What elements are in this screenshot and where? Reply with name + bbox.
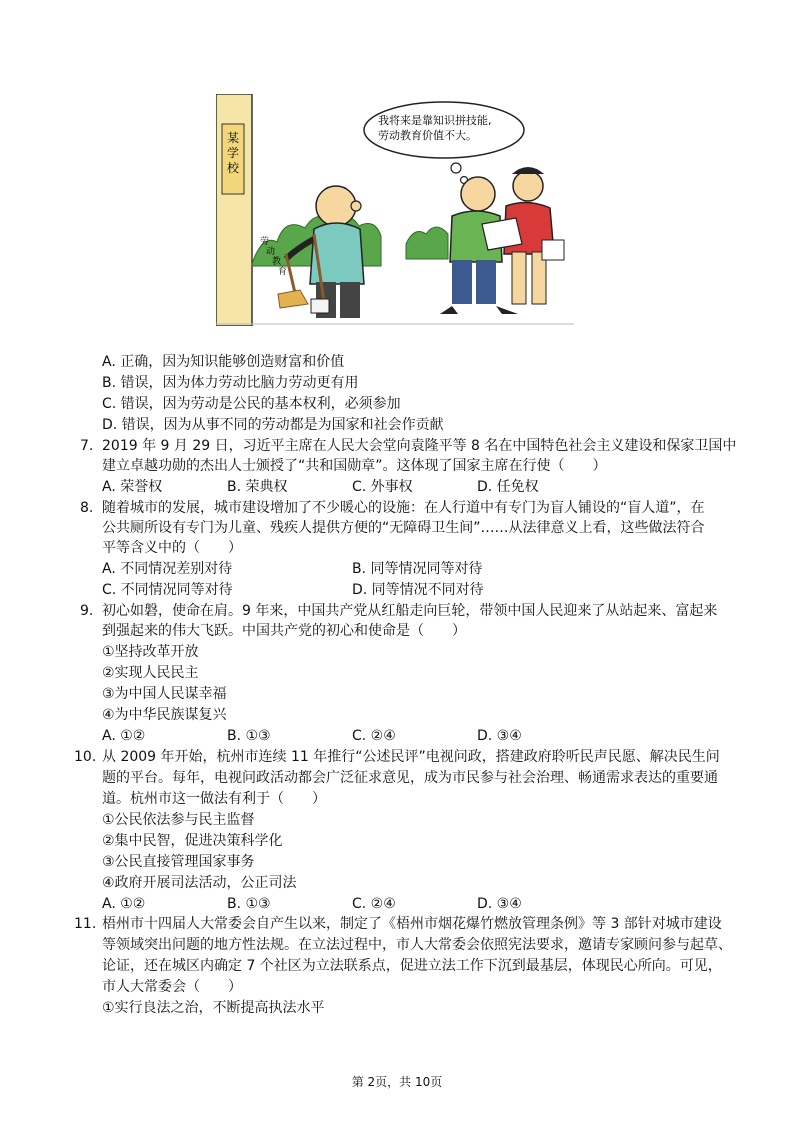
q8-stem-line-3: 平等含义中的（ ）: [102, 540, 242, 556]
school-sign-char-3: 校: [226, 161, 240, 175]
page-footer: 第 2页，共 10页: [351, 1075, 443, 1089]
broom-label-char-3: 教: [272, 257, 282, 267]
cartoon-illustration: [216, 94, 574, 326]
q10-option-d[interactable]: D. ③④: [477, 896, 522, 912]
q6-option-c[interactable]: C. 错误，因为劳动是公民的基本权利，必须参加: [102, 396, 401, 412]
q6-option-d[interactable]: D. 错误，因为从事不同的劳动都是为国家和社会作贡献: [102, 417, 444, 433]
q8-option-d[interactable]: D. 同等情况不同对待: [352, 582, 484, 598]
q7-option-b[interactable]: B. 荣典权: [227, 479, 288, 495]
school-sign-char-1: 某: [226, 131, 240, 145]
q8-option-b[interactable]: B. 同等情况同等对待: [352, 561, 483, 577]
q7-option-d[interactable]: D. 任免权: [477, 479, 539, 495]
q9-option-a[interactable]: A. ①②: [102, 728, 146, 744]
q10-stem-line-2: 题的平台。每年，电视问政活动都会广泛征求意见，成为市民参与社会治理、畅通需求表达的重要通: [102, 770, 718, 786]
q8-number: 8.: [80, 500, 94, 516]
q9-number: 9.: [80, 603, 94, 619]
q10-item-1: ①公民依法参与民主监督: [102, 812, 255, 828]
broom-label-char-2: 动: [266, 247, 276, 257]
q6-option-a[interactable]: A. 正确，因为知识能够创造财富和价值: [102, 354, 345, 370]
q11-item-1: ①实行良法之治，不断提高执法水平: [102, 1000, 325, 1016]
q9-item-2: ②实现人民民主: [102, 665, 199, 681]
q9-item-1: ①坚持改革开放: [102, 644, 199, 660]
q10-item-2: ②集中民智，促进决策科学化: [102, 833, 283, 849]
q8-stem-line-2: 公共厕所设有专门为儿童、残疾人提供方便的“无障碍卫生间”……从法律意义上看，这些做法符合: [102, 520, 705, 536]
speech-line-2: 劳动教育价值不大。: [378, 129, 477, 142]
school-sign-char-2: 学: [226, 146, 240, 160]
q10-option-a[interactable]: A. ①②: [102, 896, 146, 912]
q11-stem-line-4: 市人大常委会（ ）: [102, 979, 242, 995]
q7-stem-line-1: 2019 年 9 月 29 日，习近平主席在人民大会堂向袁隆平等 8 名在中国特色社会主义建设和保家卫国中: [102, 438, 737, 454]
school-sign-text: [227, 131, 240, 175]
q11-stem-line-2: 等领域突出问题的地方性法规。在立法过程中，市人大常委会依照宪法要求，邀请专家顾问参与起草、: [102, 937, 732, 953]
q7-stem-line-2: 建立卓越功勋的杰出人士颁授了“共和国勋章”。这体现了国家主席在行使（ ）: [102, 458, 607, 474]
q8-stem-line-1: 随着城市的发展，城市建设增加了不少暖心的设施：在人行道中有专门为盲人铺设的“盲人道”，在: [102, 500, 705, 516]
q10-item-3: ③公民直接管理国家事务: [102, 854, 255, 870]
q10-stem-line-1: 从 2009 年开始，杭州市连续 11 年推行“公述民评”电视问政，搭建政府聆听民声民愿、解决民生问: [102, 749, 720, 765]
q10-option-b[interactable]: B. ①③: [227, 896, 271, 912]
speech-bubble: [364, 102, 524, 184]
q11-number: 11.: [74, 916, 97, 932]
q9-option-b[interactable]: B. ①③: [227, 728, 271, 744]
q10-number: 10.: [74, 749, 97, 765]
q7-option-c[interactable]: C. 外事权: [352, 479, 413, 495]
q9-stem-line-2: 到强起来的伟大飞跃。中国共产党的初心和使命是（ ）: [102, 623, 466, 639]
q8-option-a[interactable]: A. 不同情况差别对待: [102, 561, 233, 577]
broom-label-char-1: 劳: [260, 237, 270, 247]
q7-option-a[interactable]: A. 荣誉权: [102, 479, 163, 495]
speech-line-1: 我将来是靠知识拼技能,: [378, 114, 492, 127]
q9-option-c[interactable]: C. ②④: [352, 728, 396, 744]
q11-stem-line-1: 梧州市十四届人大常委会自产生以来，制定了《梧州市烟花爆竹燃放管理条例》等 3 部针对城市建设: [102, 916, 722, 932]
q9-item-4: ④为中华民族谋复兴: [102, 707, 227, 723]
q7-number: 7.: [80, 438, 94, 454]
q8-option-c[interactable]: C. 不同情况同等对待: [102, 582, 233, 598]
q10-stem-line-3: 道。杭州市这一做法有利于（ ）: [102, 791, 326, 807]
q9-stem-line-1: 初心如磐，使命在肩。9 年来，中国共产党从红船走向巨轮，带领中国人民迎来了从站起来、富起来: [102, 603, 718, 619]
q6-option-b[interactable]: B. 错误，因为体力劳动比脑力劳动更有用: [102, 375, 359, 391]
q10-item-4: ④政府开展司法活动，公正司法: [102, 875, 297, 891]
q11-stem-line-3: 论证，还在城区内确定 7 个社区为立法联系点，促进立法工作下沉到最基层，体现民心所向。可见，: [102, 958, 722, 974]
q10-option-c[interactable]: C. ②④: [352, 896, 396, 912]
broom-label-char-4: 育: [278, 267, 288, 277]
q9-item-3: ③为中国人民谋幸福: [102, 686, 227, 702]
q9-option-d[interactable]: D. ③④: [477, 728, 522, 744]
